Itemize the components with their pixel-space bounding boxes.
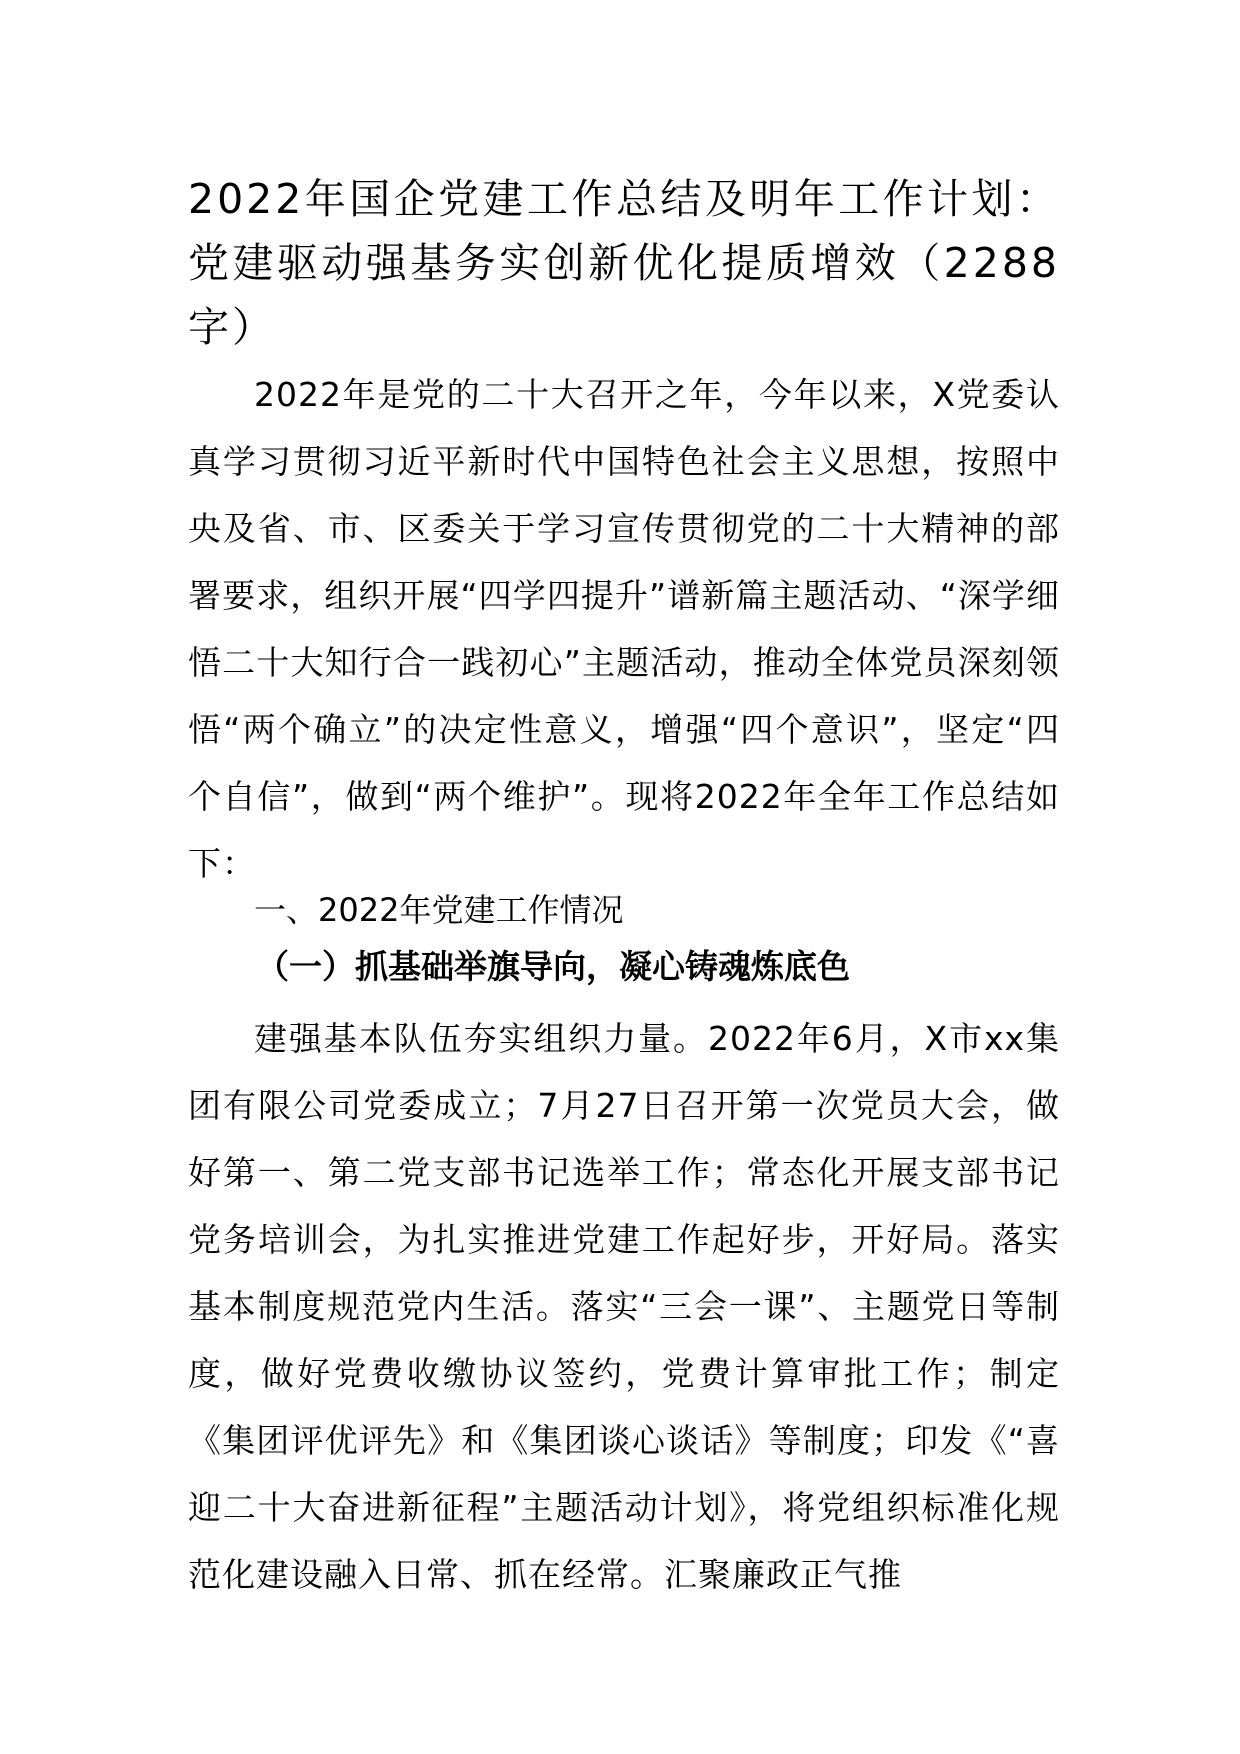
body-paragraph: 建强基本队伍夯实组织力量。2022年6月，X市xx集团有限公司党委成立；7月27日召开第一次党员大会，做好第一、第二党支部书记选举工作；常态化开展支部书记党务培训会，为扎实推进党建工作起好步，开好局。落实基本制度规范党内生活。落实“三会一课”、主题党日等制度，做好党费收缴协议签约，党费计算审批工作；制定《集团评优评先》和《集团谈心谈话》等制度；印发《“喜迎二十大奋进新征程”主题活动计划》，将党组织标准化规范化建设融入日常、抓在经常。汇聚廉政正气推: [188, 1019, 1060, 1594]
document-title: 2022年国企党建工作总结及明年工作计划：党建驱动强基务实创新优化提质增效（2288字）: [188, 175, 1060, 351]
section-heading: 一、2022年党建工作情况: [254, 891, 624, 929]
subsection-heading: （一）抓基础举旗导向，凝心铸魂炼底色: [256, 947, 850, 986]
intro-paragraph: 2022年是党的二十大召开之年，今年以来，X党委认真学习贯彻习近平新时代中国特色社会主义思想，按照中央及省、市、区委关于学习宣传贯彻党的二十大精神的部署要求，组织开展“四学四提升”谱新篇主题活动、“深学细悟二十大知行合一践初心”主题活动，推动全体党员深刻领悟“两个确立”的决定性意义，增强“四个意识”，坚定“四个自信”，做到“两个维护”。现将2022年全年工作总结如下：: [188, 375, 1060, 883]
